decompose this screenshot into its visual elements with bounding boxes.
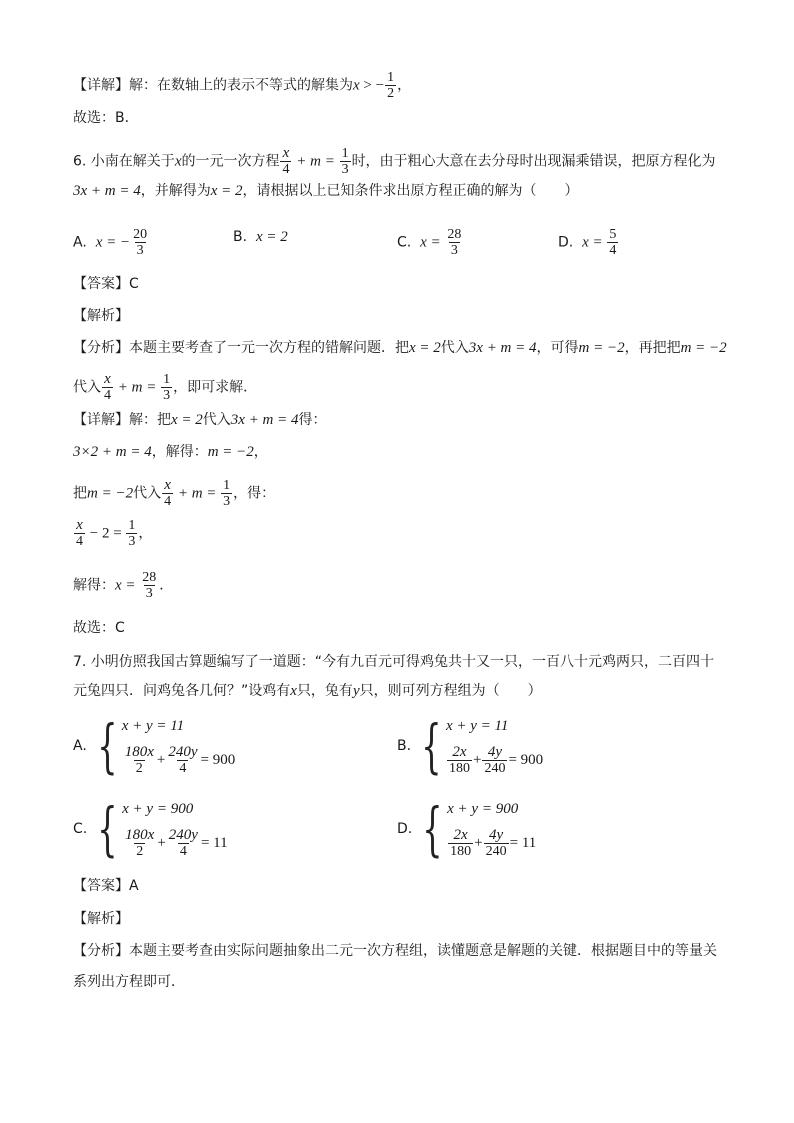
q6-detail-step4: 解得：x = $\frac{28}{3}$ ． [73, 570, 174, 601]
q6-analysis-line2: 代入 $\frac{x}{4}$ + m = $\frac{1}{3}$ ，即可求解． [73, 371, 258, 403]
q6-detail-step2: 把m = −2代入 $\frac{x}{4}$ + m = $\frac{1}{3}$ ，得： [73, 477, 276, 509]
fraction: $\frac{28}{3}$ [447, 227, 462, 258]
brace-icon: { [97, 712, 118, 780]
fraction: $\frac{1}{3}$ [128, 518, 136, 549]
q6-analysis-line1: 【分析】本题主要考查了一元一次方程的错解问题．把x = 2代入3x + m = 4，可得m = −2，再把把m = −2 [73, 340, 727, 356]
q6-detail-step1: 3×2 + m = 4，解得：m = −2， [73, 444, 268, 460]
q6-choice: 故选：C [73, 620, 125, 636]
q6-stem-line2: 3x + m = 4，并解得为x = 2，请根据以上已知条件求出原方程正确的解为（ ） [73, 183, 579, 199]
q7-answer: 【答案】A [73, 878, 139, 894]
brace-icon: { [421, 712, 442, 780]
q7-option-d[interactable]: D. { x + y = 900 $\frac{2x}{180}$ + $\frac{4y}{240}$ = 11 [397, 795, 537, 863]
brace-icon: { [422, 795, 443, 863]
detail-label: 【详解】 [73, 77, 129, 94]
q6-analysis-label: 【解析】 [73, 308, 129, 324]
fraction: $\frac{28}{3}$ [142, 570, 157, 601]
q7-analysis-line2: 系列出方程即可． [73, 974, 185, 990]
fraction: $\frac{x}{4}$ [76, 517, 83, 549]
q7-stem-line2: 元兔四只．问鸡兔各几何？”设鸡有x只，兔有y只，则可列方程组为（ ） [73, 683, 542, 699]
fraction: $\frac{1}{2}$ [387, 70, 395, 101]
q7-analysis-label: 【解析】 [73, 911, 129, 927]
fraction: $\frac{20}{3}$ [133, 227, 148, 258]
fraction: $\frac{x}{4}$ [282, 145, 290, 177]
q6-detail-line1: 【详解】解：把x = 2代入3x + m = 4得： [73, 412, 327, 428]
q6-option-c[interactable]: C. x = $\frac{28}{3}$ [397, 227, 462, 258]
fraction: $\frac{5}{4}$ [609, 227, 617, 258]
q5-choice: 故选：B． [73, 110, 139, 126]
q7-analysis-line1: 【分析】本题主要考查由实际问题抽象出二元一次方程组，读懂题意是解题的关键．根据题目中的等量关 [73, 943, 717, 959]
fraction: $\frac{1}{3}$ [223, 478, 231, 509]
q6-option-b[interactable]: B. x = 2 [233, 229, 288, 245]
fraction: $\frac{1}{3}$ [341, 146, 349, 177]
fraction: $\frac{x}{4}$ [164, 477, 172, 509]
q7-option-b[interactable]: B. { x + y = 11 $\frac{2x}{180}$ + $\frac{4y}{240}$ = 900 [397, 712, 544, 780]
brace-icon: { [97, 795, 118, 863]
q6-option-d[interactable]: D. x = $\frac{5}{4}$ [558, 227, 617, 258]
q6-answer: 【答案】C [73, 276, 139, 292]
q7-stem-line1: 7. 小明仿照我国古算题编写了一道题：“今有九百元可得鸡兔共十又一只，一百八十元鸡两只，二百四十 [73, 654, 715, 670]
q6-stem-line1: 6. 小南在解关于x的一元一次方程 $\frac{x}{4}$ + m = $\frac{1}{3}$ 时，由于粗心大意在去分母时出现漏乘错误，把原方程化为 [73, 145, 716, 177]
q6-option-a[interactable]: A. x = − $\frac{20}{3}$ [73, 227, 148, 258]
q7-option-c[interactable]: C. { x + y = 900 $\frac{180x}{2}$ + $\frac{240y}{4}$ = 11 [73, 795, 228, 863]
q6-detail-step3: $\frac{x}{4}$ − 2 = $\frac{1}{3}$ ， [76, 517, 153, 549]
q7-option-a[interactable]: A. { x + y = 11 $\frac{180x}{2}$ + $\frac{240y}{4}$ = 900 [73, 712, 236, 780]
fraction: $\frac{1}{3}$ [163, 372, 171, 403]
fraction: $\frac{x}{4}$ [104, 371, 111, 403]
q5-detail-line: 【详解】解：在数轴上的表示不等式的解集为x > − $\frac{1}{2}$ ， [73, 70, 412, 101]
